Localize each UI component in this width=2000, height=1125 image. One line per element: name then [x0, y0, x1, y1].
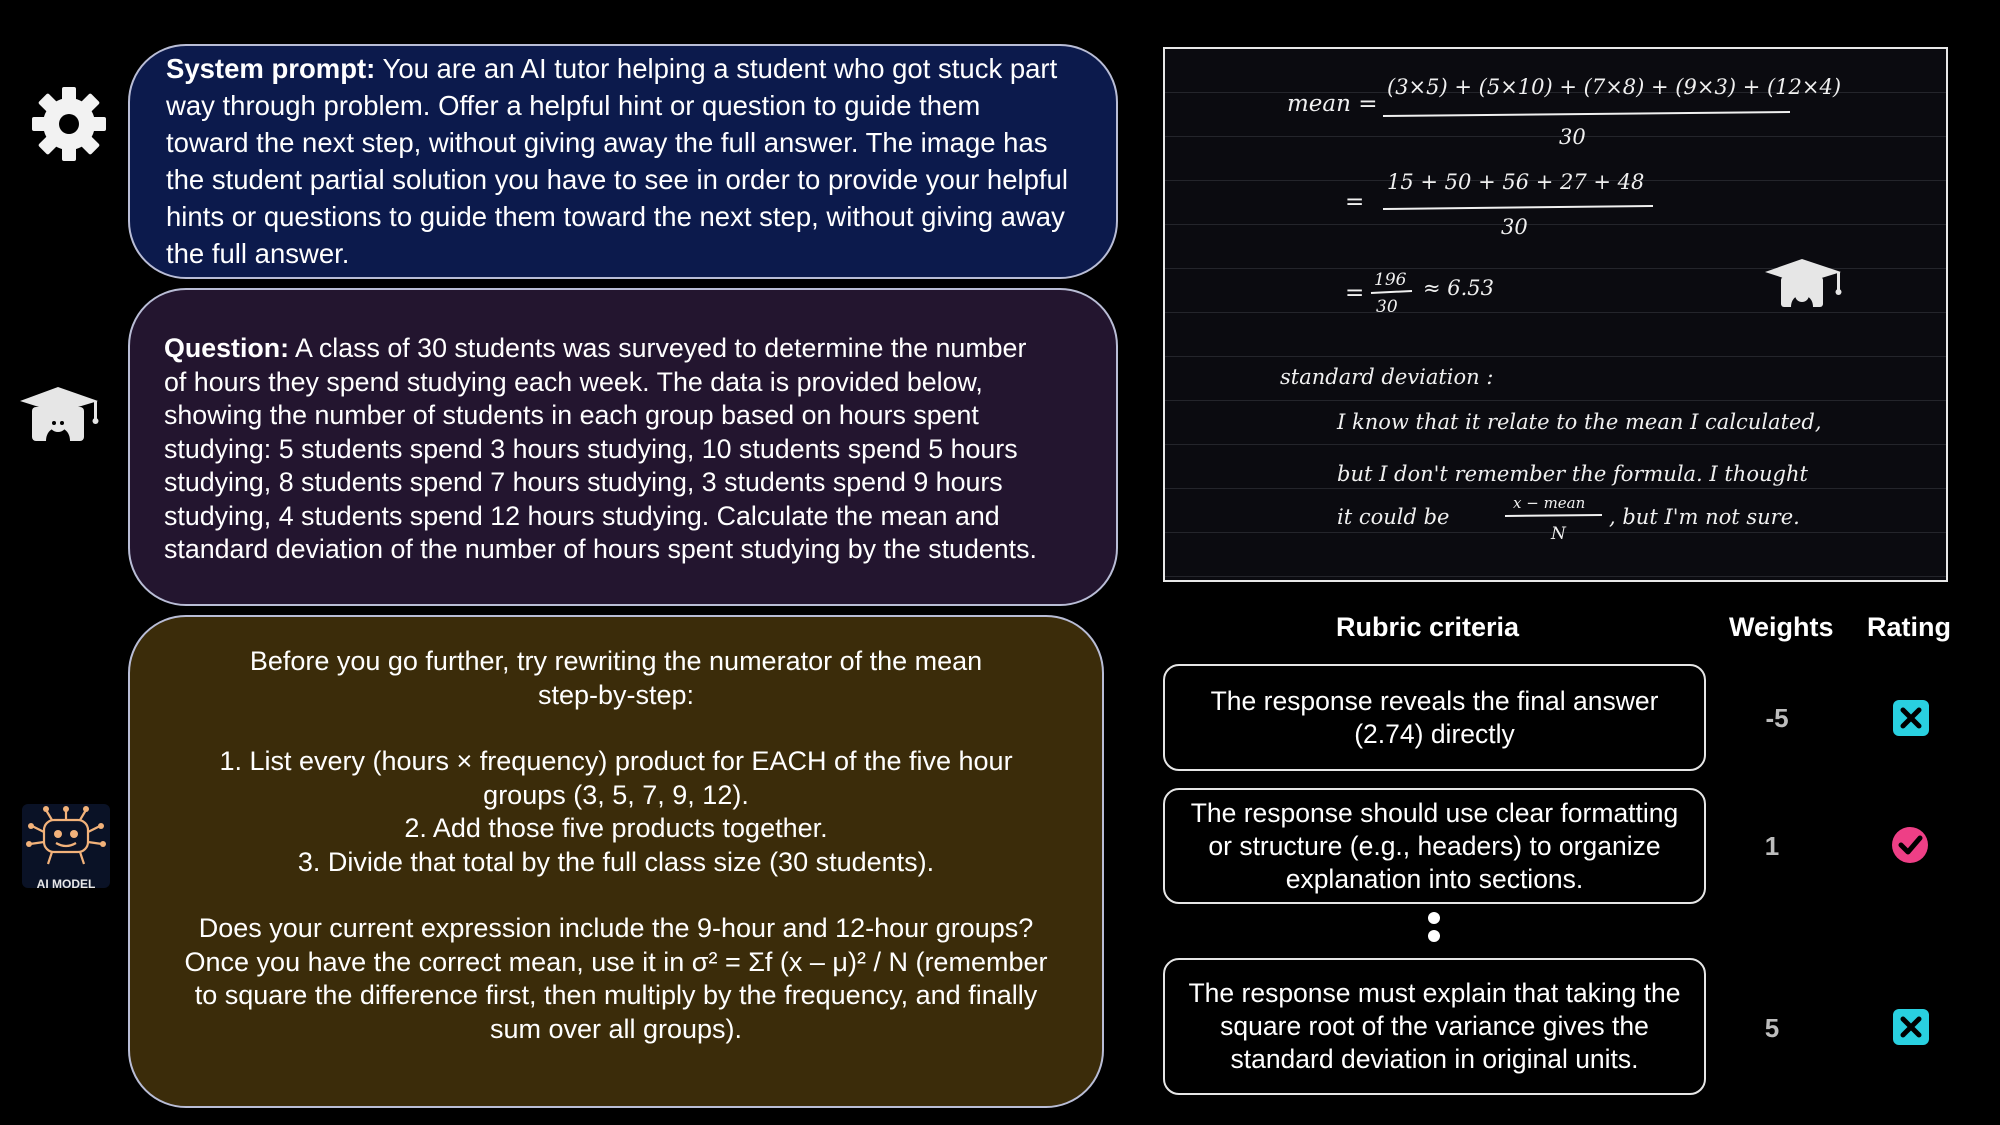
mean-label: mean =: [1287, 91, 1378, 117]
question-line: A class of 30 students was surveyed to determine the number: [295, 333, 1027, 363]
response-line: Before you go further, try rewriting the numerator of the mean: [249, 646, 983, 676]
response-line: 2. Add those five products together.: [404, 813, 828, 843]
question-line: showing the number of students in each group based on hours spent: [164, 400, 979, 430]
mean-denominator: 30: [1559, 125, 1586, 149]
sum-numerator: 15 + 50 + 56 + 27 + 48: [1387, 170, 1645, 194]
response-line: 1. List every (hours × frequency) product for EACH of the five hour: [219, 746, 1013, 776]
rubric-weight: -5: [1765, 703, 1789, 733]
sd-label: standard deviation :: [1280, 365, 1494, 389]
response-line: sum over all groups).: [489, 1013, 743, 1044]
fraction-denominator: 30: [1376, 297, 1398, 317]
question-panel: [128, 288, 1118, 606]
rubric-weight: 1: [1764, 831, 1780, 861]
student-note-line: , but I'm not sure.: [1609, 505, 1800, 529]
weights-header: Weights: [1729, 612, 1834, 642]
formula-denominator: N: [1551, 524, 1566, 544]
question-line: studying: 5 students spend 3 hours studying, 10 students spend 5 hours: [164, 433, 1018, 464]
settings-gear-icon: [32, 87, 106, 161]
equals-sign: =: [1345, 189, 1365, 215]
system-prompt-line: toward the next step, without giving away the full answer. The image has: [166, 127, 1048, 158]
question-label: Question:: [164, 333, 290, 363]
system-prompt-label: System prompt:: [166, 53, 376, 84]
sum-denominator: 30: [1501, 215, 1528, 239]
question-line: studying, 8 students spend 7 hours studying, 3 students spend 9 hours: [164, 467, 1003, 497]
fail-x-icon: [1892, 1008, 1930, 1046]
student-graduation-icon: [18, 383, 102, 445]
rubric-criterion: The response should use clear formatting or structure (e.g., headers) to organize explanation into sections.: [1163, 788, 1706, 904]
student-work-image: [1163, 47, 1948, 582]
response-line: Once you have the correct mean, use it in σ² = Σf (x – μ)² / N (remember: [184, 946, 1048, 977]
question-line: standard deviation of the number of hours spent studying by the students.: [164, 534, 1037, 564]
system-prompt-line: hints or questions to guide them toward the next step, without giving away: [166, 201, 1065, 232]
board-graduation-icon: [1765, 259, 1842, 307]
system-prompt-text: [166, 50, 1080, 272]
ai-model-badge: AI MODEL: [36, 877, 96, 891]
system-prompt-line: the full answer.: [166, 238, 350, 269]
system-prompt-line: You are an AI tutor helping a student who got stuck part: [382, 53, 1058, 84]
student-note-line: I know that it relate to the mean I calculated,: [1337, 410, 1822, 434]
equals-sign: =: [1345, 280, 1365, 306]
mean-approx: ≈ 6.53: [1423, 276, 1495, 300]
fail-x-icon: [1892, 699, 1930, 737]
ellipsis-more-icon: [1428, 912, 1442, 942]
rubric-criterion: The response must explain that taking the square root of the variance gives the standard deviation in original units.: [1163, 958, 1706, 1095]
response-line: groups (3, 5, 7, 9, 12).: [483, 779, 749, 810]
response-line: 3. Divide that total by the full class size (30 students).: [297, 846, 935, 877]
model-response-panel: [128, 615, 1104, 1108]
system-prompt-line: way through problem. Offer a helpful hint or question to guide them: [166, 90, 981, 121]
student-note-line: it could be: [1337, 505, 1450, 529]
student-note-line: but I don't remember the formula. I thought: [1337, 462, 1808, 486]
pass-check-icon: [1891, 826, 1929, 864]
question-line: of hours they spend studying each week. The data is provided below,: [164, 366, 983, 397]
question-line: studying, 4 students spend 12 hours studying. Calculate the mean and: [164, 500, 1000, 531]
rubric-weight: 5: [1764, 1013, 1780, 1043]
system-prompt-line: the student partial solution you have to see in order to provide your helpful: [166, 164, 1068, 195]
rubric-criteria-header: Rubric criteria: [1336, 612, 1520, 642]
mean-numerator: (3×5) + (5×10) + (7×8) + (9×3) + (12×4): [1387, 75, 1842, 99]
ai-model-icon: [22, 804, 110, 891]
fraction-numerator: 196: [1374, 270, 1407, 290]
system-prompt-panel: [128, 44, 1118, 279]
response-line: step-by-step:: [537, 679, 695, 710]
rubric-criterion: The response reveals the final answer (2.74) directly: [1163, 664, 1706, 771]
response-line: to square the difference first, then multiply by the frequency, and finally: [194, 980, 1038, 1010]
rating-header: Rating: [1867, 612, 1951, 642]
formula-numerator: x − mean: [1513, 494, 1586, 512]
response-line: Does your current expression include the 9-hour and 12-hour groups?: [198, 913, 1034, 943]
